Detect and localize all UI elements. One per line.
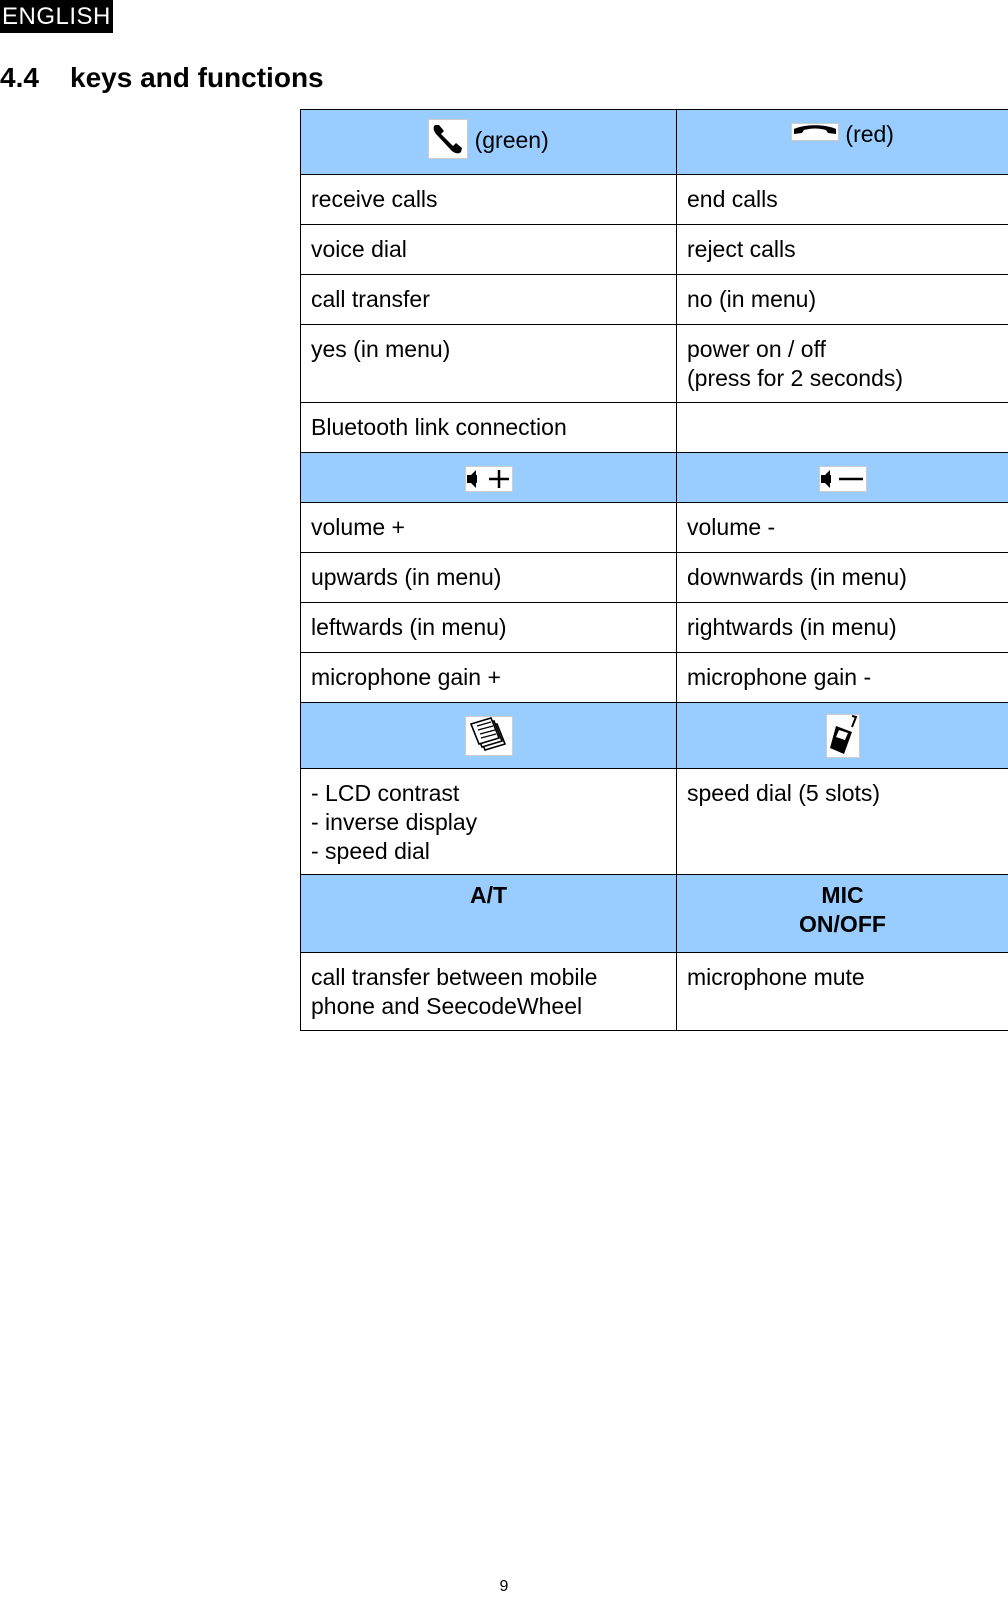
left-cell: microphone gain + bbox=[301, 653, 677, 703]
right-cell: downwards (in menu) bbox=[677, 553, 1008, 603]
at-key-header: A/T bbox=[301, 875, 677, 953]
right-cell: end calls bbox=[677, 175, 1008, 225]
section-title: keys and functions bbox=[70, 62, 324, 93]
section-number: 4.4 bbox=[0, 62, 39, 93]
table-row bbox=[301, 553, 1008, 603]
volume-plus-icon bbox=[465, 466, 513, 492]
left-cell: voice dial bbox=[301, 225, 677, 275]
left-cell: - LCD contrast - inverse display - speed dial bbox=[301, 769, 677, 875]
right-cell: reject calls bbox=[677, 225, 1008, 275]
table-header-row bbox=[301, 703, 1008, 769]
table-header-row bbox=[301, 453, 1008, 503]
table-header-row bbox=[301, 110, 1008, 175]
table-row bbox=[301, 653, 1008, 703]
table-row bbox=[301, 603, 1008, 653]
table-row bbox=[301, 503, 1008, 553]
right-cell: microphone mute bbox=[677, 953, 1008, 1031]
mobile-key-header bbox=[677, 703, 1008, 769]
table-row bbox=[301, 769, 1008, 875]
phone-hangup-icon bbox=[791, 123, 839, 141]
left-cell: yes (in menu) bbox=[301, 325, 677, 403]
right-cell: power on / off (press for 2 seconds) bbox=[677, 325, 1008, 403]
left-cell: upwards (in menu) bbox=[301, 553, 677, 603]
right-cell: speed dial (5 slots) bbox=[677, 769, 1008, 875]
left-cell: volume + bbox=[301, 503, 677, 553]
right-cell: no (in menu) bbox=[677, 275, 1008, 325]
red-key-header bbox=[677, 110, 1008, 175]
language-tag: ENGLISH bbox=[0, 0, 113, 33]
green-key-header bbox=[301, 110, 677, 175]
table-row bbox=[301, 953, 1008, 1031]
volume-minus-key-header bbox=[677, 453, 1008, 503]
left-cell: call transfer bbox=[301, 275, 677, 325]
table-header-row bbox=[301, 875, 1008, 953]
left-cell: leftwards (in menu) bbox=[301, 603, 677, 653]
menu-key-header bbox=[301, 703, 677, 769]
mic-key-header: MIC ON/OFF bbox=[677, 875, 1008, 953]
right-cell: microphone gain - bbox=[677, 653, 1008, 703]
left-cell: receive calls bbox=[301, 175, 677, 225]
menu-pages-icon bbox=[465, 716, 513, 756]
red-key-label: (red) bbox=[845, 121, 894, 147]
table-row bbox=[301, 175, 1008, 225]
mobile-phone-icon bbox=[826, 714, 860, 758]
volume-minus-icon bbox=[819, 466, 867, 492]
green-key-label: (green) bbox=[474, 127, 549, 154]
volume-plus-key-header bbox=[301, 453, 677, 503]
page-number: 9 bbox=[499, 1578, 509, 1595]
left-cell: call transfer between mobile phone and SeecodeWheel bbox=[301, 953, 677, 1031]
table-row bbox=[301, 325, 1008, 403]
table-row bbox=[301, 275, 1008, 325]
section-heading bbox=[0, 62, 324, 94]
phone-pickup-icon bbox=[428, 119, 468, 159]
right-cell bbox=[677, 403, 1008, 453]
right-cell: rightwards (in menu) bbox=[677, 603, 1008, 653]
table-row bbox=[301, 403, 1008, 453]
table-row bbox=[301, 225, 1008, 275]
left-cell: Bluetooth link connection bbox=[301, 403, 677, 453]
keys-functions-table bbox=[300, 109, 1008, 1031]
right-cell: volume - bbox=[677, 503, 1008, 553]
